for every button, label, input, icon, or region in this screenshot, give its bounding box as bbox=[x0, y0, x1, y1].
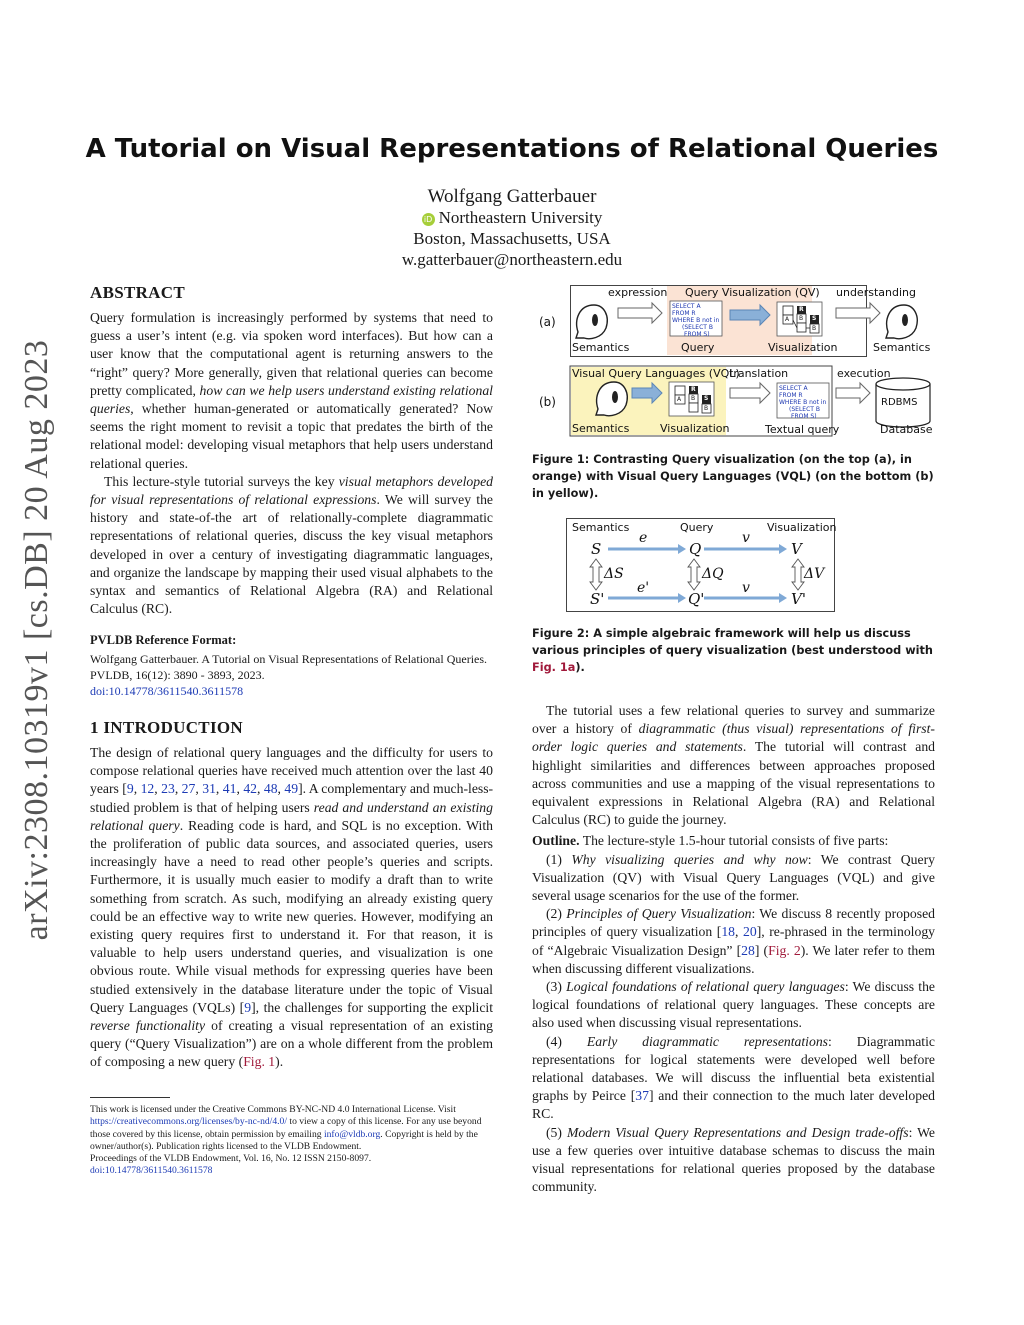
reference-format-heading: PVLDB Reference Format: bbox=[90, 633, 237, 647]
citation-link[interactable]: 31 bbox=[202, 781, 216, 797]
citation-link[interactable]: 41 bbox=[222, 781, 237, 797]
label-semantics-b: Semantics bbox=[572, 422, 630, 435]
arrow-icon bbox=[618, 303, 662, 323]
introduction-paragraph: The design of relational query languages and the difficulty for users to compose relational queries have received much attention over the last 40 years [9, 12, 23, 27, 31, 41, 42, 48, 49]. A complementary and much-less-studied problem is that of helping users read and understand an existing relational query. Reading code is hard, and SQL is no exception. With the proliferation of public data sources, and associated queries, users increasingly have a need to read other people’s queries and scripts. Furthermore, it is usually much easier to modify a draft than to write something from scratch. As such, modifying an already existing query could be an effective way to write new queries. However, modifying an existing query requires first to understand it. For that reason, it is valuable to help users understand queries, and visualization is one obvious route. While visual methods for expressing queries have been studied extensively in the database literature under the topic of Visual Query Languages (VQLs) [9], the challenges for supporting the explicit reverse functionality of creating a visual representation of an existing query (“Query Visualization”) are on a whole different from the problem of composing a new query (Fig. 1). bbox=[90, 745, 494, 1070]
arrowhead-icon bbox=[779, 593, 787, 603]
label-translation: translation bbox=[729, 367, 789, 380]
label-semantics-a: Semantics bbox=[572, 341, 630, 354]
abstract-paragraph-2: This lecture-style tutorial surveys the key visual metaphors developed for visual representations of relational expressions. We will survey the history and state-of-the art of relationally-complete diagrammatic representations of relational queries, discuss the key visual metaphors developed in over a century of investigating diagrammatic languages, and organize the landscape by mapping their used visual alphabets to the syntax and semantics of Relational Algebra (RA) and Relational Calculus (RC). bbox=[90, 473, 494, 617]
figure-2 bbox=[566, 518, 836, 612]
row-a-label: (a) bbox=[539, 315, 556, 329]
author-affiliation-line bbox=[0, 207, 1024, 228]
arxiv-id-text: arXiv:2308.10319v1 [cs.DB] 20 Aug 2023 bbox=[18, 339, 55, 941]
outline-item-1: (1) Why visualizing queries and why now: We contrast Query Visualization (QV) with Visual Query Languages (VQL) and give several usage scenarios for the use of the former. bbox=[532, 851, 935, 904]
head-icon bbox=[596, 382, 627, 416]
figure-2-caption: Figure 2: A simple algebraic framework will help us discuss various principles of query visualization (best understood with Fig. 1a). bbox=[532, 627, 933, 674]
citation-link[interactable]: 20 bbox=[743, 924, 757, 940]
symbol-delta-V: ΔV bbox=[804, 566, 825, 582]
label-expression: expression bbox=[608, 286, 668, 299]
right-column-text bbox=[532, 702, 935, 1196]
footnote-rule bbox=[90, 1097, 170, 1098]
symbol-v-lower: v bbox=[742, 580, 750, 596]
arrowhead-icon bbox=[678, 544, 686, 554]
footnote-doi-link[interactable]: doi:10.14778/3611540.3611578 bbox=[90, 1165, 213, 1177]
row-b-label: (b) bbox=[539, 395, 556, 409]
head-icon bbox=[886, 305, 917, 339]
head-icon bbox=[576, 305, 607, 339]
tutorial-overview-paragraph: The tutorial uses a few relational queries to survey and summarize over a history of diagrammatic (thus visual) representations of first-order logic queries and statements. The tutorial will contrast and highlight similarities and differences between approaches proposed across communities and use a mapping of the visual representations to equivalent expressions in Relational Algebra (RA) and Relational Calculus (RC) to guide the journey. bbox=[532, 703, 936, 828]
outline-item-2: (2) Principles of Query Visualization: We discuss 8 recently proposed principles of query visualization [18, 20], re-phrased in the terminology of “Algebraic Visualization Design” [28] (Fig. 2). We later refer to them when discussing different visualizations. bbox=[532, 906, 936, 976]
diagram-label: R bbox=[691, 386, 696, 393]
symbol-v: v bbox=[742, 530, 750, 546]
introduction-heading: 1 INTRODUCTION bbox=[90, 718, 243, 737]
license-footnote: This work is licensed under the Creative Commons BY-NC-ND 4.0 International License. Visit https://creativecommons.org/licenses/by-nc-nd/4.0/ to view a copy of this license. For any use beyond those covered by this license, obtain permission by emailing info@vldb.org. Copyright is held by the owner/author(s). Publication rights licensed to the VLDB Endowment. Proceedings of the VLDB Endowment, Vol. 16, No. 12 ISSN 2150-8097. doi:10.14778/3611540.3611578 bbox=[90, 1104, 482, 1177]
figure-1-caption: Figure 1: Contrasting Query visualization (on the top (a), in orange) with Visual Query Languages (VQL) (on the bottom (b) in yellow). bbox=[532, 453, 934, 500]
paper-title: A Tutorial on Visual Representations of Relational Queries bbox=[85, 134, 939, 164]
arrow-icon bbox=[836, 303, 880, 323]
diagram-label: B bbox=[812, 325, 817, 332]
introduction-section bbox=[90, 718, 493, 1072]
figure-1a-link[interactable]: Fig. 1a bbox=[532, 661, 576, 674]
symbol-Q-prime: Q' bbox=[688, 590, 705, 608]
citation-link[interactable]: 27 bbox=[181, 781, 196, 797]
label-textual-query: Textual query bbox=[765, 423, 840, 436]
diagram-label: S bbox=[704, 395, 709, 402]
label-execution: execution bbox=[837, 367, 891, 380]
label-visualization-a: Visualization bbox=[768, 341, 838, 354]
blue-arrow-icon bbox=[730, 305, 770, 325]
citation-link[interactable]: 49 bbox=[284, 781, 299, 797]
double-arrow-icon bbox=[590, 559, 602, 590]
symbol-e-prime: e' bbox=[637, 580, 650, 596]
label-database: Database bbox=[880, 423, 933, 436]
label-semantics: Semantics bbox=[572, 521, 630, 534]
outline-paragraph: Outline. The lecture-style 1.5-hour tutorial consists of five parts: bbox=[532, 833, 889, 849]
citation-link[interactable]: 42 bbox=[243, 781, 257, 797]
symbol-V: V bbox=[791, 540, 802, 558]
orcid-icon[interactable]: iD bbox=[422, 213, 435, 226]
symbol-Q: Q bbox=[689, 540, 702, 558]
symbol-V-prime: V' bbox=[791, 590, 806, 608]
symbol-delta-Q: ΔQ bbox=[702, 566, 724, 582]
reference-doi-link[interactable]: doi:10.14778/3611540.3611578 bbox=[90, 684, 244, 698]
reference-format-text: Wolfgang Gatterbauer. A Tutorial on Visual Representations of Relational Queries. PVLDB, 16(12): 3890 - 3893, 2023. bbox=[90, 652, 488, 682]
email-link[interactable]: info@vldb.org bbox=[323, 1128, 381, 1140]
symbol-S-prime: S' bbox=[590, 590, 605, 608]
diagram-label: B bbox=[799, 315, 804, 322]
citation-link[interactable]: 18 bbox=[721, 924, 736, 940]
diagram-label: S bbox=[812, 315, 817, 322]
arrowhead-icon bbox=[779, 544, 787, 554]
diagram-label: B bbox=[691, 395, 696, 402]
label-visualization: Visualization bbox=[767, 521, 837, 534]
label-rdbms: RDBMS bbox=[881, 397, 918, 408]
outline-item-5: (5) Modern Visual Query Representations and Design trade-offs: We use a few queries over intuitive database schemas to discuss the main visual representations for relational queries proposed by the database community. bbox=[532, 1124, 935, 1195]
citation-link[interactable]: 9 bbox=[244, 999, 252, 1015]
author-name: Wolfgang Gatterbauer bbox=[427, 186, 597, 207]
abstract-section bbox=[90, 283, 493, 618]
author-block bbox=[0, 186, 1024, 270]
author-email[interactable]: w.gatterbauer@northeastern.edu bbox=[401, 250, 623, 269]
label-vql-title: Visual Query Languages (VQL) bbox=[572, 367, 740, 380]
label-understanding: understanding bbox=[836, 286, 916, 299]
abstract-paragraph-1: Query formulation is increasingly performed by systems that need to guess a user’s intent (e.g. via spoken word interfaces). But how can a user know that the computational agent is returning answers to the “right” query? More generally, given that relational queries can become pretty complicated, how can we help users understand existing relational queries, whether human-generated or automatically generated? Now seems the right moment to revisit a topic that predates the birth of the relational model: developing visual metaphors that help users understand relational queries. bbox=[90, 310, 493, 471]
label-visualization-b: Visualization bbox=[660, 422, 730, 435]
citation-link[interactable]: 28 bbox=[741, 942, 755, 958]
diagram-label: A bbox=[677, 396, 682, 403]
figure-2-link[interactable]: Fig. 2 bbox=[768, 942, 801, 958]
citation-link[interactable]: 12 bbox=[140, 781, 155, 797]
label-semantics-a2: Semantics bbox=[873, 341, 931, 354]
figure-1 bbox=[532, 280, 942, 440]
license-link[interactable]: https://creativecommons.org/licenses/by-nc-nd/4.0/ bbox=[90, 1116, 287, 1128]
sql-text-b: SELECT A FROM R WHERE B not in (SELECT B FROM S) bbox=[779, 385, 827, 420]
symbol-delta-S: ΔS bbox=[604, 566, 624, 582]
citation-link[interactable]: 9 bbox=[126, 781, 134, 797]
citation-link[interactable]: 23 bbox=[161, 781, 175, 797]
label-query: Query bbox=[680, 521, 714, 534]
figure-1-graphics bbox=[532, 280, 942, 440]
diagram-label: R bbox=[799, 306, 804, 313]
outline-item-3: (3) Logical foundations of relational query languages: We discuss the logical foundations of relational query languages. These concepts are also used when discussing visual representations. bbox=[532, 979, 935, 1031]
arrow-icon bbox=[836, 383, 870, 403]
symbol-S: S bbox=[591, 540, 602, 558]
citation-link[interactable]: 37 bbox=[635, 1088, 649, 1104]
diagram-label: A bbox=[785, 316, 790, 323]
diagram-label: B bbox=[704, 405, 709, 412]
double-arrow-icon bbox=[688, 559, 700, 590]
outline-item-4: (4) Early diagrammatic representations: Diagrammatic representations for logical statements were developed well before relational databases. We will discuss the influential beta existential graphs by Peirce [37] and their connection to the much later developed RC. bbox=[532, 1033, 935, 1122]
sql-text-a: SELECT A FROM R WHERE B not in (SELECT B FROM S) bbox=[672, 303, 720, 338]
label-query: Query bbox=[681, 341, 715, 354]
label-qv-title: Query Visualization (QV) bbox=[685, 286, 820, 299]
arrowhead-icon bbox=[678, 593, 686, 603]
author-affiliation: Northeastern University bbox=[438, 208, 603, 227]
arxiv-identifier bbox=[13, 330, 61, 950]
symbol-e: e bbox=[639, 530, 648, 546]
figure-1-link[interactable]: Fig. 1 bbox=[243, 1054, 276, 1070]
abstract-heading: ABSTRACT bbox=[90, 283, 185, 302]
citation-link[interactable]: 48 bbox=[263, 781, 278, 797]
author-location: Boston, Massachusetts, USA bbox=[413, 229, 611, 248]
reference-format bbox=[90, 633, 493, 699]
double-arrow-icon bbox=[792, 559, 804, 590]
